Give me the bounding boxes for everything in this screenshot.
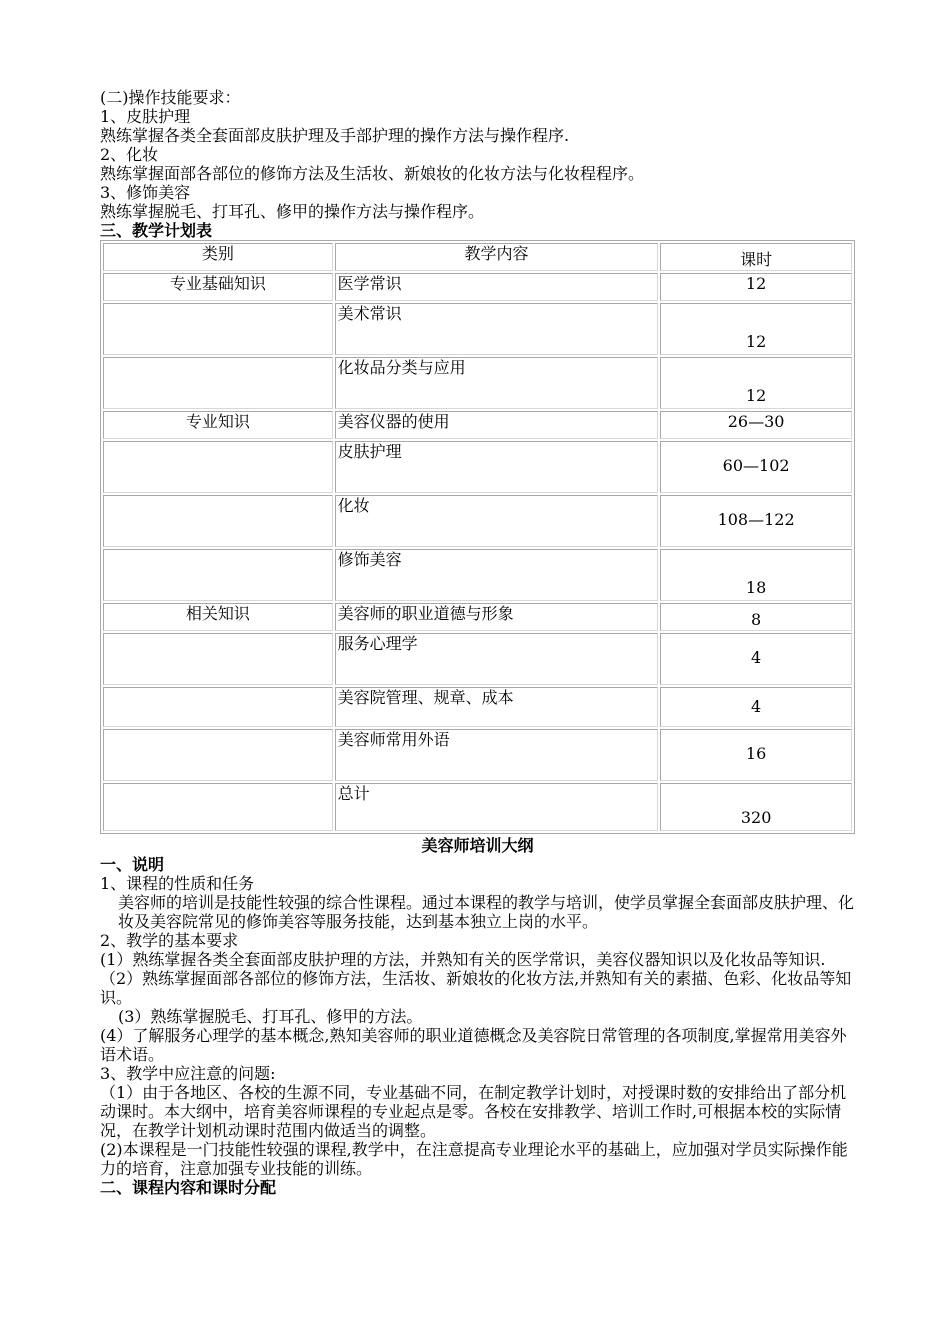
beauty-heading: 3、修饰美容 xyxy=(100,183,191,202)
requirement-1: (1）熟练掌握各类全套面部皮肤护理的方法，并熟知有关的医学常识，美容仪器知识以及化妆品等知识. xyxy=(100,950,826,969)
teaching-notes-heading: 3、教学中应注意的问题: xyxy=(100,1064,276,1083)
document-page xyxy=(100,88,855,1197)
skin-care-heading: 1、皮肤护理 xyxy=(100,107,191,126)
row-category xyxy=(103,687,333,727)
row-content: 皮肤护理 xyxy=(335,441,659,493)
outline-section-2: 二、课程内容和课时分配 xyxy=(100,1178,277,1197)
row-category xyxy=(103,633,333,685)
table-header-row xyxy=(103,243,852,271)
table-row xyxy=(103,729,852,781)
teaching-plan-table xyxy=(100,240,855,834)
row-hours: 16 xyxy=(660,729,852,781)
row-content: 美术常识 xyxy=(335,303,659,355)
table-row xyxy=(103,633,852,685)
row-hours: 4 xyxy=(660,687,852,727)
row-hours: 12 xyxy=(660,273,852,301)
row-content: 美容师的职业道德与形象 xyxy=(335,603,659,631)
row-hours: 320 xyxy=(660,783,852,831)
skill-requirements-heading: (二)操作技能要求： xyxy=(100,88,241,107)
course-nature-paragraph: 美容师的培训是技能性较强的综合性课程。通过本课程的教学与培训，使学员掌握全套面部皮肤护理、化妆及美容院常见的修饰美容等服务技能，达到基本独立上岗的水平。 xyxy=(118,893,855,931)
teaching-note-2: (2)本课程是一门技能性较强的课程,教学中，在注意提高专业理论水平的基础上，应加强对学员实际操作能力的培育，注意加强专业技能的训练。 xyxy=(100,1140,848,1178)
teaching-plan-title: 三、教学计划表 xyxy=(100,221,213,240)
beauty-text: 熟练掌握脱毛、打耳孔、修甲的操作方法与操作程序。 xyxy=(100,202,485,221)
requirement-3: (3）熟练掌握脱毛、打耳孔、修甲的方法。 xyxy=(118,1007,423,1026)
basic-requirements-heading: 2、教学的基本要求 xyxy=(100,931,239,950)
requirement-2: （2）熟练掌握面部各部位的修饰方法，生活妆、新娘妆的化妆方法,并熟知有关的素描、色彩、化妆品等知识。 xyxy=(100,969,852,1007)
row-hours: 12 xyxy=(660,303,852,355)
row-category xyxy=(103,549,333,601)
table-row xyxy=(103,495,852,547)
table-row xyxy=(103,687,852,727)
row-hours: 18 xyxy=(660,549,852,601)
row-category xyxy=(103,303,333,355)
table-total-row xyxy=(103,783,852,831)
table-row xyxy=(103,411,852,439)
row-content: 化妆品分类与应用 xyxy=(335,357,659,409)
row-content: 美容师常用外语 xyxy=(335,729,659,781)
row-category: 专业知识 xyxy=(103,411,333,439)
table-row xyxy=(103,357,852,409)
row-category xyxy=(103,783,333,831)
table-row xyxy=(103,273,852,301)
row-content: 化妆 xyxy=(335,495,659,547)
row-category xyxy=(103,357,333,409)
row-content: 修饰美容 xyxy=(335,549,659,601)
row-category xyxy=(103,495,333,547)
table-row xyxy=(103,603,852,631)
row-content: 总计 xyxy=(335,783,659,831)
makeup-heading: 2、化妆 xyxy=(100,145,159,164)
row-category: 相关知识 xyxy=(103,603,333,631)
row-hours: 26—30 xyxy=(660,411,852,439)
row-hours: 108—122 xyxy=(660,495,852,547)
header-hours: 课时 xyxy=(660,243,852,271)
header-category: 类别 xyxy=(103,243,333,271)
table-row xyxy=(103,549,852,601)
header-content: 教学内容 xyxy=(335,243,659,271)
table-row xyxy=(103,441,852,493)
row-content: 医学常识 xyxy=(335,273,659,301)
row-hours: 8 xyxy=(660,603,852,631)
course-nature-heading: 1、课程的性质和任务 xyxy=(100,874,255,893)
teaching-note-1: （1）由于各地区、各校的生源不同，专业基础不同，在制定教学计划时，对授课时数的安排给出了部分机动课时。本大纲中，培育美容师课程的专业起点是零。各校在安排教学、培训工作时,可根据本校的实际情况，在教学计划机动课时范围内做适当的调整。 xyxy=(100,1083,847,1140)
row-hours: 60—102 xyxy=(660,441,852,493)
requirement-4: (4）了解服务心理学的基本概念,熟知美容师的职业道德概念及美容院日常管理的各项制度,掌握常用美容外语术语。 xyxy=(100,1026,847,1064)
outline-section-1: 一、说明 xyxy=(100,855,165,874)
row-hours: 4 xyxy=(660,633,852,685)
row-category xyxy=(103,441,333,493)
table-row xyxy=(103,303,852,355)
makeup-text: 熟练掌握面部各部位的修饰方法及生活妆、新娘妆的化妆方法与化妆程程序。 xyxy=(100,164,645,183)
skin-care-text: 熟练掌握各类全套面部皮肤护理及手部护理的操作方法与操作程序. xyxy=(100,126,570,145)
outline-title: 美容师培训大纲 xyxy=(421,836,534,855)
row-content: 服务心理学 xyxy=(335,633,659,685)
row-category: 专业基础知识 xyxy=(103,273,333,301)
row-content: 美容院管理、规章、成本 xyxy=(335,687,659,727)
course-nature-text xyxy=(100,893,855,931)
row-content: 美容仪器的使用 xyxy=(335,411,659,439)
row-hours: 12 xyxy=(660,357,852,409)
row-category xyxy=(103,729,333,781)
